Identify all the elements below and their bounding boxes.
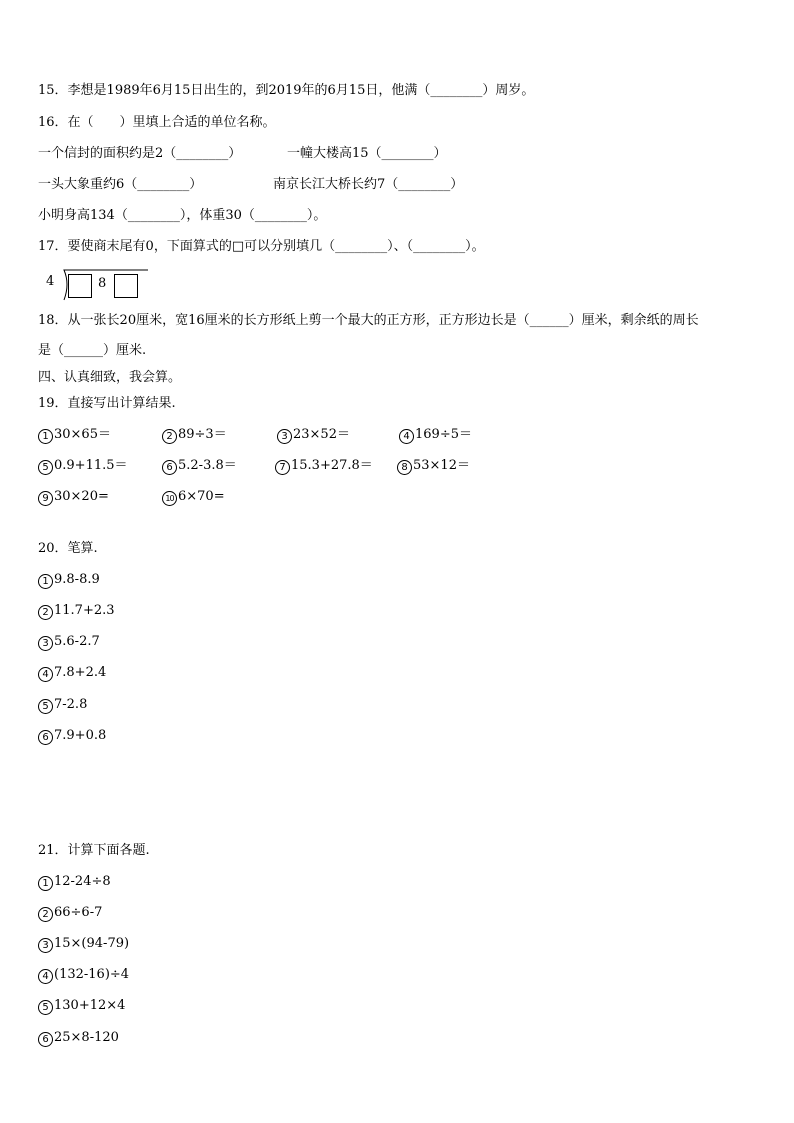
circled-number: 3 bbox=[38, 938, 53, 953]
circled-number: 5 bbox=[38, 460, 53, 475]
q19-item-10: 10 6×70= bbox=[162, 488, 225, 506]
q19-item-1: 1 30×65＝ bbox=[38, 426, 111, 444]
q20-item-1: 1 9.8-8.9 bbox=[38, 571, 100, 589]
question-18-line1: 18．从一张长20厘米，宽16厘米的长方形纸上剪一个最大的正方形，正方形边长是（______）厘米，剩余纸的周长 bbox=[38, 313, 699, 328]
circled-number: 5 bbox=[38, 699, 53, 714]
q19-item-2: 2 89÷3＝ bbox=[162, 426, 227, 444]
circled-number: 4 bbox=[399, 429, 414, 444]
q21-item-2: 2 66÷6-7 bbox=[38, 904, 102, 922]
question-18-line2: 是（______）厘米. bbox=[38, 343, 147, 358]
circled-number: 6 bbox=[38, 1032, 53, 1047]
question-17: 17．要使商末尾有0，下面算式的□可以分别填几（________）、（________）。 bbox=[38, 239, 485, 254]
circled-number: 2 bbox=[38, 907, 53, 922]
circled-number: 3 bbox=[38, 636, 53, 651]
q21-item-3: 3 15×(94-79) bbox=[38, 935, 129, 953]
question-15: 15．李想是1989年6月15日出生的，到2019年的6月15日，他满（________）周岁。 bbox=[38, 83, 535, 98]
q19-item-5: 5 0.9+11.5＝ bbox=[38, 457, 128, 475]
circled-number: 9 bbox=[38, 491, 53, 506]
question-16-a: 一个信封的面积约是2（________） bbox=[38, 146, 242, 161]
circled-number: 1 bbox=[38, 876, 53, 891]
q20-item-3: 3 5.6-2.7 bbox=[38, 633, 100, 651]
long-division-figure bbox=[40, 268, 150, 302]
q21-item-5: 5 130+12×4 bbox=[38, 997, 125, 1015]
circled-number: 4 bbox=[38, 667, 53, 682]
q20-item-6: 6 7.9+0.8 bbox=[38, 727, 106, 745]
circled-number: 6 bbox=[38, 730, 53, 745]
circled-number: 2 bbox=[38, 605, 53, 620]
q19-item-9: 9 30×20= bbox=[38, 488, 109, 506]
question-20-title: 20．笔算. bbox=[38, 541, 98, 556]
q20-item-2: 2 11.7+2.3 bbox=[38, 602, 115, 620]
question-16-e: 小明身高134（________），体重30（________）。 bbox=[38, 208, 327, 223]
circled-number: 6 bbox=[162, 460, 177, 475]
circled-number: 4 bbox=[38, 969, 53, 984]
divisor: 4 bbox=[46, 274, 55, 289]
blank-box-1[interactable] bbox=[68, 274, 92, 298]
circled-number: 2 bbox=[162, 429, 177, 444]
circled-number: 8 bbox=[397, 460, 412, 475]
q21-item-1: 1 12-24÷8 bbox=[38, 873, 111, 891]
q20-item-4: 4 7.8+2.4 bbox=[38, 664, 106, 682]
question-16-b: 一幢大楼高15（________） bbox=[287, 146, 447, 161]
question-19-title: 19．直接写出计算结果. bbox=[38, 396, 176, 411]
question-16-c: 一头大象重约6（________） bbox=[38, 177, 203, 192]
section-4-heading: 四、认真细致，我会算。 bbox=[38, 370, 182, 385]
q19-item-3: 3 23×52＝ bbox=[277, 426, 350, 444]
q21-item-6: 6 25×8-120 bbox=[38, 1029, 119, 1047]
circled-number: 1 bbox=[38, 429, 53, 444]
circled-number: 10 bbox=[162, 491, 177, 506]
circled-number: 7 bbox=[275, 460, 290, 475]
circled-number: 3 bbox=[277, 429, 292, 444]
q19-item-6: 6 5.2-3.8＝ bbox=[162, 457, 237, 475]
question-16-d: 南京长江大桥长约7（________） bbox=[273, 177, 464, 192]
q19-item-7: 7 15.3+27.8＝ bbox=[275, 457, 373, 475]
circled-number: 1 bbox=[38, 574, 53, 589]
blank-box-2[interactable] bbox=[114, 274, 138, 298]
question-21-title: 21．计算下面各题. bbox=[38, 843, 150, 858]
dividend-digit: 8 bbox=[98, 276, 107, 291]
q20-item-5: 5 7-2.8 bbox=[38, 696, 87, 714]
q19-item-8: 8 53×12＝ bbox=[397, 457, 470, 475]
question-16-title: 16．在（ ）里填上合适的单位名称。 bbox=[38, 115, 276, 130]
q21-item-4: 4 (132-16)÷4 bbox=[38, 966, 129, 984]
circled-number: 5 bbox=[38, 1000, 53, 1015]
q19-item-4: 4 169÷5＝ bbox=[399, 426, 472, 444]
